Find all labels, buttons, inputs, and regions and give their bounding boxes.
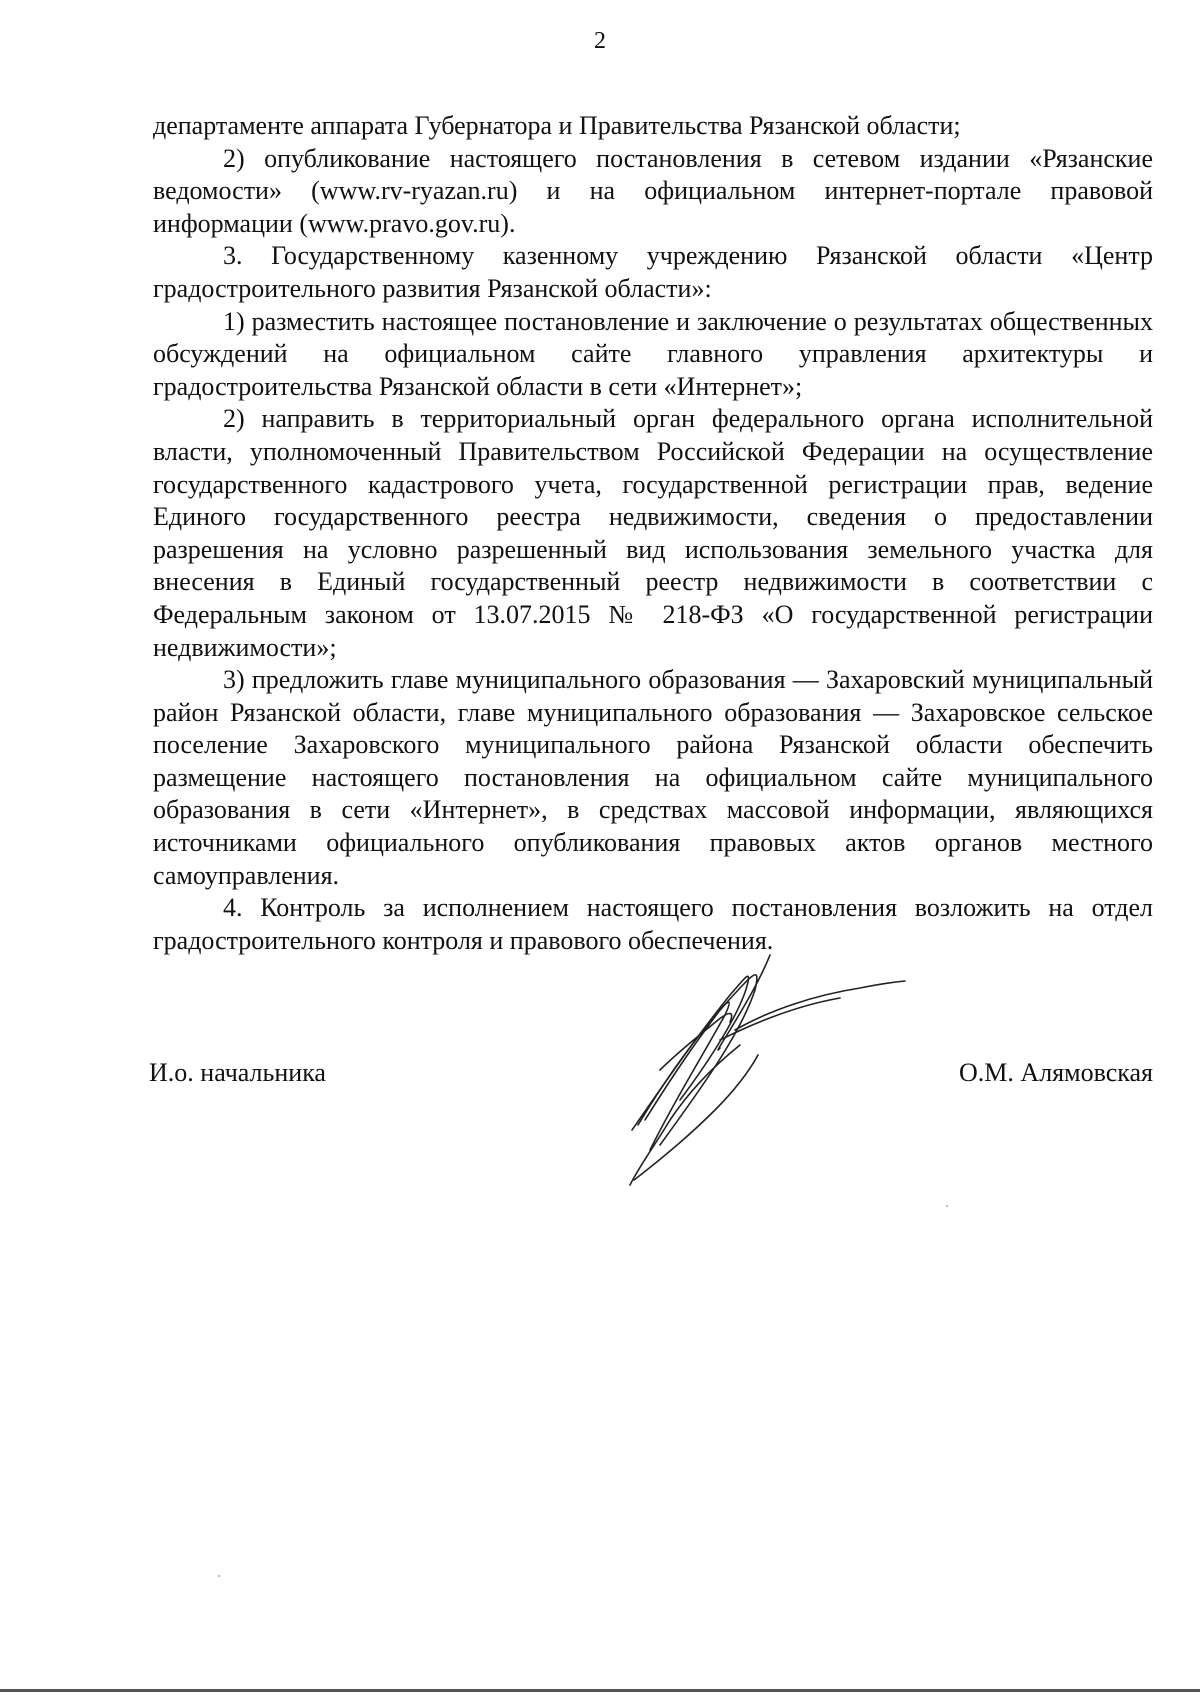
signer-name: О.М. Алямовская	[959, 1058, 1153, 1087]
paragraph-continuation: департаменте аппарата Губернатора и Правительства Рязанской области;	[153, 111, 961, 140]
paragraph-item-2-publication: 2) опубликование настоящего постановления в сетевом издании «Рязанские ведомости» (www.rv-ryazan.ru) и на официальном интернет-портале правовой информации (www.pravo.gov.ru).	[153, 143, 1153, 238]
document-body	[153, 110, 1153, 957]
paragraph-subitem-2-registry: 2) направить в территориальный орган федерального органа исполнительной власти, уполномоченный Правительством Российской Федерации на осуществление государственного кадастрового учета, государственной регистрации прав, ведение Единого государственного реестра недвижимости, сведения о предоставлении разрешения на условно разрешенный вид использования земельного участка для внесения в Единый государственный реестр недвижимости в соответствии с Федеральным законом от 13.07.2015 № 218-ФЗ «О государственной регистрации недвижимости»;	[153, 404, 1153, 662]
scan-edge-line	[0, 1689, 1200, 1692]
paragraph-subitem-1-placement: 1) разместить настоящее постановление и заключение о результатах общественных обсуждений на официальном сайте главного управления архитектуры и градостроительства Рязанской области в сети «Интернет»;	[153, 306, 1153, 401]
scan-speck	[946, 1205, 948, 1207]
page-number: 2	[594, 28, 606, 54]
paragraph-subitem-3-municipal: 3) предложить главе муниципального образования — Захаровский муниципальный район Рязанской области, главе муниципального образования — Захаровское сельское поселение Захаровского муниципального района Рязанской области обеспечить размещение настоящего постановления на официальном сайте муниципального образования в сети «Интернет», в средствах массовой информации, являющихся источниками официального опубликования правовых актов органов местного самоуправления.	[153, 665, 1153, 890]
scan-speck	[218, 1575, 220, 1577]
signer-title: И.о. начальника	[149, 1058, 326, 1087]
paragraph-item-3-center: 3. Государственному казенному учреждению Рязанской области «Центр градостроительного развития Рязанской области»:	[153, 241, 1153, 303]
handwritten-signature	[620, 950, 920, 1200]
paragraph-item-4-control: 4. Контроль за исполнением настоящего постановления возложить на отдел градостроительного контроля и правового обеспечения.	[153, 893, 1153, 955]
